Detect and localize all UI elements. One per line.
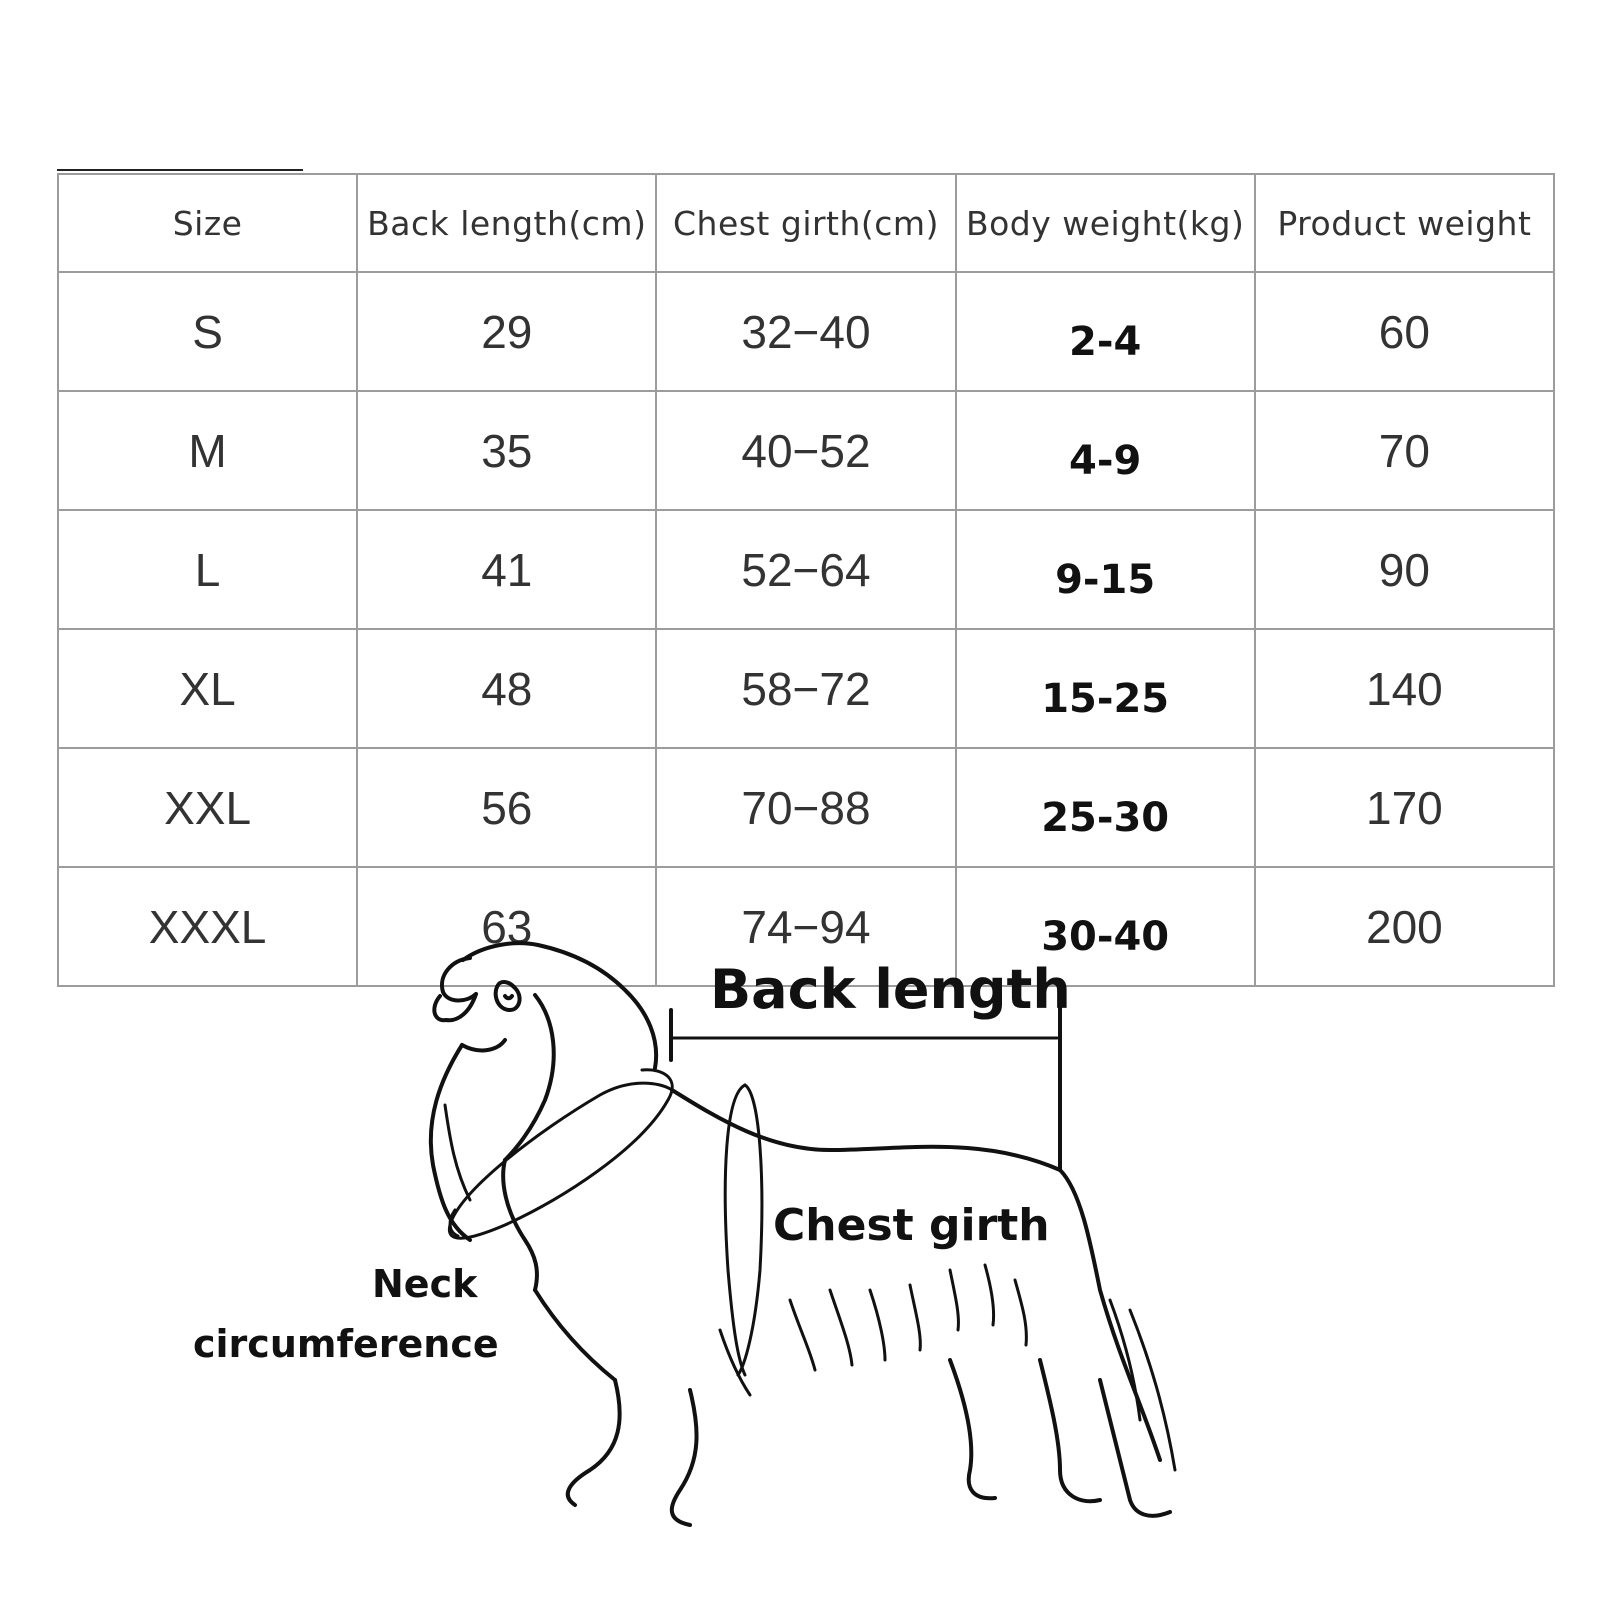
header-row	[58, 174, 1554, 272]
cell-body-weight: 9-15	[956, 510, 1255, 629]
cell-product-weight: 60	[1255, 272, 1554, 391]
top-rule	[57, 169, 303, 171]
cell-product-weight: 70	[1255, 391, 1554, 510]
cell-chest-girth: 32−40	[656, 272, 955, 391]
table-row	[58, 510, 1554, 629]
cell-body-weight: 4-9	[956, 391, 1255, 510]
cell-chest-girth: 74−94	[656, 867, 955, 986]
header-product-weight: Product weight	[1255, 174, 1554, 272]
table-row	[58, 272, 1554, 391]
cell-product-weight: 90	[1255, 510, 1554, 629]
cell-body-weight: 25-30	[956, 748, 1255, 867]
table-row	[58, 748, 1554, 867]
cell-back-length: 63	[357, 867, 656, 986]
cell-back-length: 29	[357, 272, 656, 391]
cell-back-length: 48	[357, 629, 656, 748]
table-row	[58, 391, 1554, 510]
cell-back-length: 35	[357, 391, 656, 510]
cell-body-weight: 2-4	[956, 272, 1255, 391]
cell-product-weight: 170	[1255, 748, 1554, 867]
header-body-weight: Body weight(kg)	[956, 174, 1255, 272]
cell-size: S	[58, 272, 357, 391]
header-size: Size	[58, 174, 357, 272]
cell-product-weight: 140	[1255, 629, 1554, 748]
table-row	[58, 629, 1554, 748]
cell-size: XXXL	[58, 867, 357, 986]
cell-size: M	[58, 391, 357, 510]
chest-girth-label: Chest girth	[773, 1200, 1050, 1251]
cell-back-length: 41	[357, 510, 656, 629]
cell-chest-girth: 58−72	[656, 629, 955, 748]
cell-size: XXL	[58, 748, 357, 867]
cell-chest-girth: 70−88	[656, 748, 955, 867]
cell-body-weight: 15-25	[956, 629, 1255, 748]
cell-product-weight: 200	[1255, 867, 1554, 986]
cell-body-weight: 30-40	[956, 867, 1255, 986]
measurement-diagram	[0, 900, 1600, 1600]
circumference-label: circumference	[193, 1322, 499, 1366]
cell-chest-girth: 52−64	[656, 510, 955, 629]
header-back-length: Back length(cm)	[357, 174, 656, 272]
header-chest-girth: Chest girth(cm)	[656, 174, 955, 272]
back-length-label: Back length	[710, 958, 1071, 1021]
size-chart-table	[57, 173, 1555, 987]
cell-size: XL	[58, 629, 357, 748]
cell-size: L	[58, 510, 357, 629]
neck-label: Neck	[372, 1262, 478, 1306]
cell-chest-girth: 40−52	[656, 391, 955, 510]
cell-back-length: 56	[357, 748, 656, 867]
